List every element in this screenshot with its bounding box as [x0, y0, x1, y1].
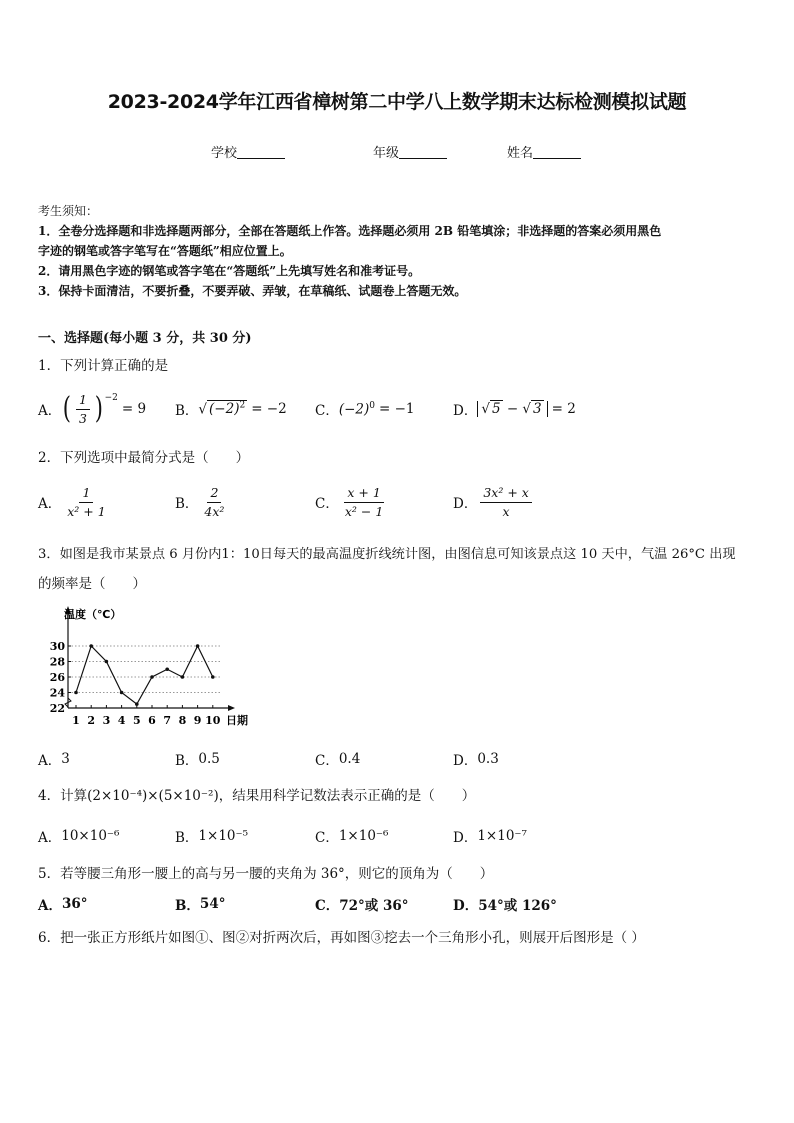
data-point	[120, 691, 124, 695]
grade-label: 年级	[373, 146, 400, 161]
data-point	[105, 660, 109, 664]
x-tick-label: 4	[117, 714, 126, 727]
q5-option-b[interactable]: B． 54°	[175, 896, 226, 914]
x-tick-label: 6	[148, 714, 156, 727]
q6-stem: 6．把一张正方形纸片如图①、图②对折两次后，再如图③挖去一个三角形小孔，则展开后图形是（ ）	[38, 930, 645, 946]
grade-blank[interactable]	[399, 145, 447, 159]
data-point	[135, 702, 139, 706]
x-tick-label: 8	[178, 714, 187, 727]
exam-notice	[38, 201, 758, 301]
q3-stem-line2: 的频率是（ ）	[38, 576, 146, 592]
x-tick-label: 1	[72, 714, 80, 727]
q4-option-d[interactable]: D． 1×10⁻⁷	[453, 828, 527, 846]
q1-option-a[interactable]: A． ( $\frac{1}{3}$ ) −2 = 9	[38, 391, 147, 426]
q4-option-b[interactable]: B． 1×10⁻⁵	[175, 828, 249, 846]
x-axis-label: 日期	[226, 714, 248, 727]
figure-1-marker: ①	[195, 930, 209, 946]
q5-option-d[interactable]: D． 54°或 126°	[453, 898, 557, 914]
name-label: 姓名	[507, 146, 534, 161]
q4-option-a[interactable]: A． 10×10⁻⁶	[38, 828, 120, 846]
q2-option-d[interactable]: D． $\frac{\text{3x² + x}}{x}$	[453, 482, 535, 522]
q2-option-a[interactable]: A． $\frac{1}{\text{x² + 1}}$	[38, 484, 106, 519]
x-tick-label: 10	[205, 714, 221, 727]
data-point	[74, 691, 78, 695]
q3-stem-line1: 3．如图是我市某景点 6 月份内1：10日每天的最高温度折线统计图，由图信息可知该景点这 10 天中，气温 26°C 出现	[38, 547, 736, 562]
notice-item: 3．保持卡面清洁，不要折叠，不要弄破、弄皱，在草稿纸、试题卷上答题无效。	[38, 284, 467, 298]
y-tick-label: 30	[49, 640, 65, 653]
school-blank[interactable]	[237, 145, 285, 159]
q5-stem: 5．若等腰三角形一腰上的高与另一腰的夹角为 36°，则它的顶角为（ ）	[38, 866, 494, 882]
q2-option-c[interactable]: C． $\frac{x + 1}{\text{x² − 1}}$	[315, 484, 384, 519]
temperature-series-line	[76, 646, 213, 704]
section-heading: 一、选择题(每小题 3 分，共 30 分)	[38, 331, 252, 346]
temperature-line-chart	[38, 600, 268, 730]
x-tick-label: 7	[163, 714, 172, 727]
y-tick-label: 26	[49, 671, 65, 684]
q5-option-a[interactable]: A． 36°	[38, 896, 88, 914]
q4-stem: 4．计算(2×10⁻⁴)×(5×10⁻²)，结果用科学记数法表示正确的是（ ）	[38, 788, 476, 804]
school-field	[211, 142, 285, 161]
y-tick-label: 28	[49, 655, 65, 669]
y-tick-label: 22	[49, 702, 65, 715]
y-tick-label: 24	[49, 686, 65, 700]
notice-heading: 考生须知：	[38, 204, 99, 218]
x-axis-arrow	[228, 705, 235, 711]
q3-option-b[interactable]: B． 0.5	[175, 751, 220, 769]
figure-3-marker: ③	[370, 930, 385, 946]
q4-expression: (2×10⁻⁴)×(5×10⁻²)	[87, 788, 219, 804]
data-point	[150, 675, 154, 679]
school-label: 学校	[211, 146, 238, 161]
x-tick-label: 2	[87, 714, 96, 727]
notice-item: 1．全卷分选择题和非选择题两部分，全部在答题纸上作答。选择题必须用 2B 铅笔填涂；非选择题的答案必须用黑色	[38, 224, 662, 238]
page-title: 2023-2024学年江西省樟树第二中学八上数学期末达标检测模拟试题	[107, 91, 687, 113]
data-point	[89, 644, 93, 648]
q1-stem: 1．下列计算正确的是	[38, 358, 169, 374]
x-tick-label: 5	[132, 714, 141, 727]
y-axis-label: 温度（℃）	[64, 608, 122, 621]
q4-option-c[interactable]: C． 1×10⁻⁶	[315, 828, 389, 846]
name-blank[interactable]	[533, 145, 581, 159]
name-field	[507, 142, 581, 161]
data-point	[211, 675, 215, 679]
notice-item: 2．请用黑色字迹的钢笔或答字笔在“答题纸”上先填写姓名和准考证号。	[38, 264, 421, 278]
x-tick-label: 3	[102, 714, 111, 727]
data-point	[196, 644, 200, 648]
grade-field	[373, 142, 447, 161]
q1-option-d[interactable]: D． √ 5 − √ 3 = 2	[453, 401, 576, 419]
q2-option-b[interactable]: B． $\frac{2}{\text{4x²}}$	[175, 484, 225, 519]
data-point	[165, 667, 169, 671]
notice-item: 字迹的钢笔或答字笔写在“答题纸”相应位置上。	[38, 244, 292, 258]
q3-option-d[interactable]: D． 0.3	[453, 751, 499, 769]
q1-option-c[interactable]: C． $(-2)^0$ = −1	[315, 400, 415, 419]
x-tick-label: 9	[193, 714, 202, 727]
q3-option-c[interactable]: C． 0.4	[315, 751, 361, 769]
data-point	[181, 675, 185, 679]
figure-2-marker: ②	[235, 930, 250, 946]
q5-option-c[interactable]: C． 72°或 36°	[315, 898, 409, 914]
q2-stem: 2．下列选项中最简分式是（ ）	[38, 450, 250, 466]
q3-option-a[interactable]: A． 3	[38, 751, 70, 769]
q1-option-b[interactable]: B． √ $(-2)^2$ = −2	[175, 400, 287, 419]
